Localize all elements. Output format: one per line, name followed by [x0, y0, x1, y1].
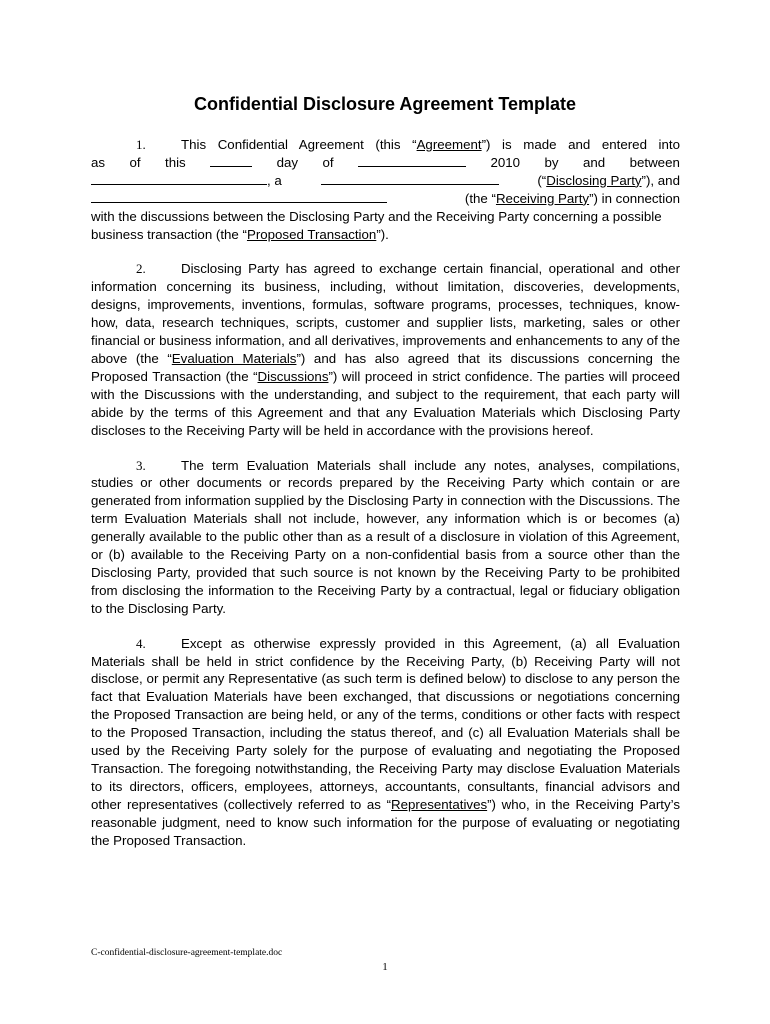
page-number: 1	[382, 961, 388, 973]
receiving-party-blank	[91, 190, 387, 203]
disclosing-party-name-blank	[91, 172, 267, 185]
document-body	[91, 136, 680, 850]
document-title: Confidential Disclosure Agreement Template	[193, 94, 577, 114]
paragraph-number: 3.	[136, 457, 146, 473]
paragraph-number: 2.	[136, 261, 146, 277]
paragraph-3: 3. The term Evaluation Materials shall include any notes, analyses, compilations, studies or other documents or records prepared by the Receiving Party which contain or are generated from information supplied by the Disclosing Party in connection with the Discussions. The term Evaluation Materials shall not include, however, any information which is or becomes (a) generally available to the public other than as a result of a disclosure in violation of this Agreement, or (b) available to the Receiving Party on a non-confidential basis from a source other than the Disclosing Party, provided that such source is not known by the Receiving Party to be prohibited from disclosing the information to the Receiving Party by a contractual, legal or fiduciary obligation to the Disclosing Party.	[91, 457, 680, 616]
p1-line-4: (the “Receiving Party”) in connection	[91, 190, 680, 208]
defined-term-proposed-transaction: Proposed Transaction	[246, 226, 377, 242]
defined-term-representatives: Representatives	[391, 796, 488, 812]
paragraph-number: 4.	[136, 635, 146, 651]
paragraph-number: 1.	[136, 137, 146, 152]
day-blank	[210, 154, 252, 167]
defined-term-receiving-party: Receiving Party	[495, 190, 590, 206]
defined-term-disclosing-party: Disclosing Party	[546, 172, 642, 188]
month-blank	[358, 154, 466, 167]
defined-term-agreement: Agreement	[416, 137, 482, 152]
footer-filename: C-confidential-disclosure-agreement-template.doc	[91, 948, 283, 958]
defined-term-evaluation-materials: Evaluation Materials	[171, 350, 297, 366]
disclosing-party-type-blank	[321, 172, 499, 185]
paragraph-2: 2. Disclosing Party has agreed to exchange certain financial, operational and other information concerning its business, including, without limitation, discoveries, developments, designs, improvements, inventions, formulas, software programs, processes, techniques, know-how, data, research techniques, scripts, customer and supplier lists, marketing, sales or other financial or business information, and all derivatives, improvements and enhancements to any of the above (the “Evaluation Materials”) and has also agreed that its discussions concerning the Proposed Transaction (the “Discussions”) will proceed in strict confidence. The parties will proceed with the Discussions with the understanding, and subject to the requirement, that each party will abide by the terms of this Agreement and that any Evaluation Materials which Disclosing Party discloses to the Receiving Party will be held in accordance with the provisions hereof.	[91, 261, 680, 438]
paragraph-4: 4. Except as otherwise expressly provided in this Agreement, (a) all Evaluation Materials shall be held in strict confidence by the Receiving Party, (b) Receiving Party will not disclose, or permit any Representative (as such term is defined below) to disclose to any person the fact that Evaluation Materials have been exchanged, that discussions or negotiations concerning the Proposed Transaction are being held, or any of the terms, conditions or other facts with respect to the Proposed Transaction, including the status thereof, and (c) all Evaluation Materials shall be used by the Receiving Party solely for the purpose of evaluating and negotiating the Proposed Transaction. The foregoing notwithstanding, the Receiving Party may disclose Evaluation Materials to its directors, officers, employees, attorneys, accountants, consultants, financial advisors and other representatives (collectively referred to as “Representatives”) who, in the Receiving Party’s reasonable judgment, need to know such information for the purpose of evaluating or negotiating the Proposed Transaction.	[91, 635, 680, 848]
p1-line-1: 1. This Confidential Agreement (this “Agreement”) is made and entered into	[91, 136, 680, 154]
paragraph-1	[91, 136, 680, 243]
p1-line-3: , a (“Disclosing Party”), and	[91, 172, 680, 190]
defined-term-discussions: Discussions	[257, 368, 329, 384]
p1-line-5: with the discussions between the Disclosing Party and the Receiving Party concerning a possible business transaction (the “Proposed Transaction”).	[91, 208, 662, 242]
p1-line-2: as of this day of 2010 by and between	[91, 154, 680, 170]
